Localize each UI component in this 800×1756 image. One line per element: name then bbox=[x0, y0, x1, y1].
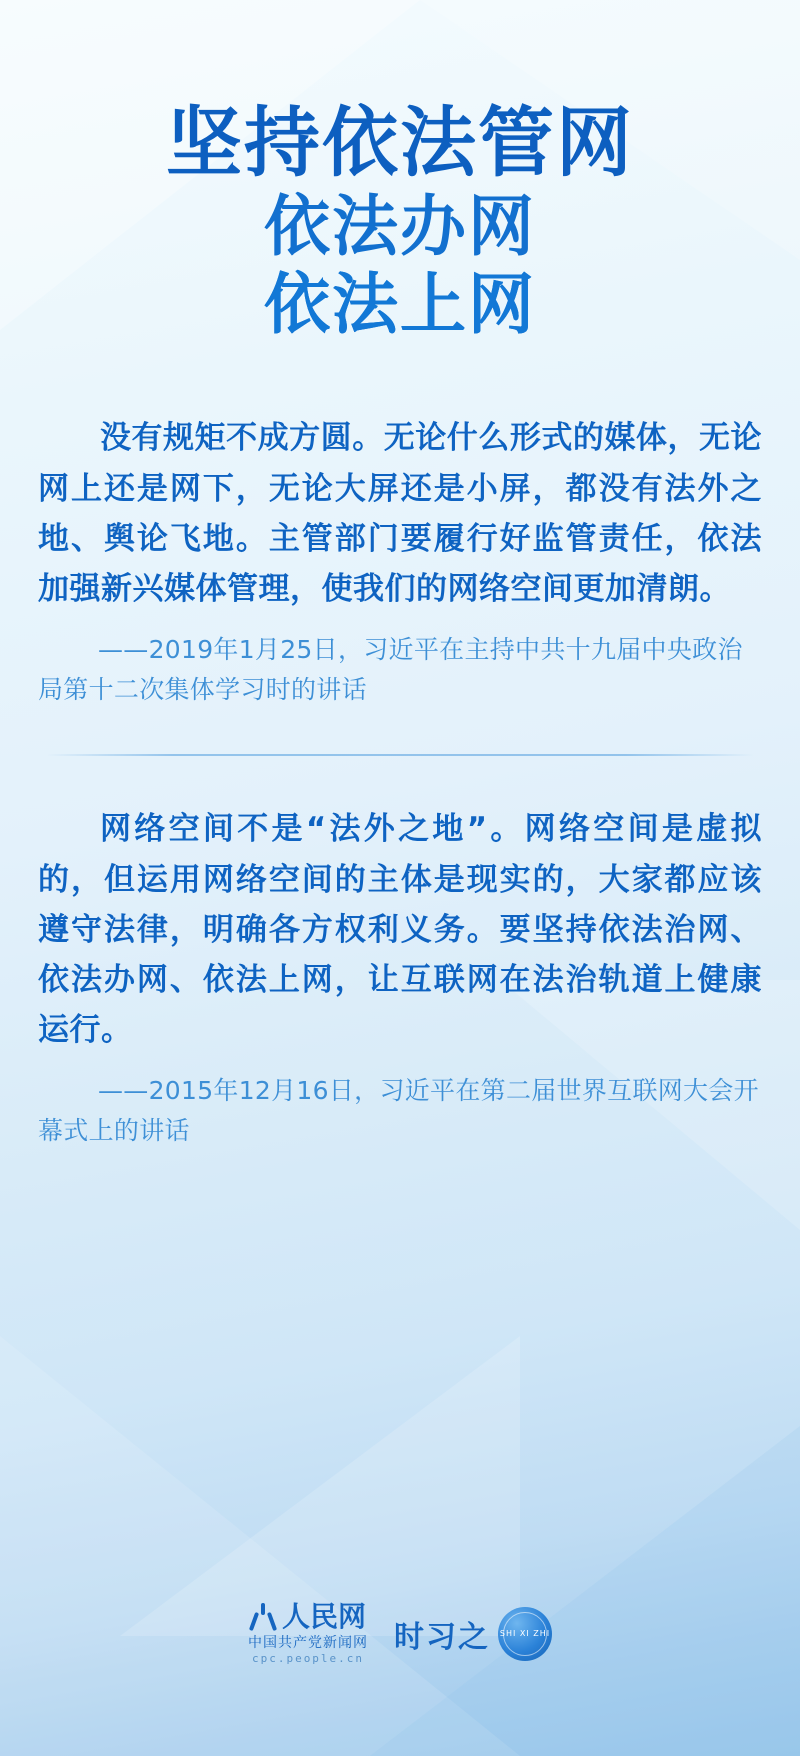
title-line-3: 依法上网 bbox=[38, 266, 762, 344]
quote-body-1: 没有规矩不成方圆。无论什么形式的媒体，无论网上还是网下，无论大屏还是小屏，都没有法外之地、舆论飞地。主管部门要履行好监管责任，依法加强新兴媒体管理，使我们的网络空间更加清朗。 bbox=[38, 420, 762, 608]
people-cn-wordmark bbox=[250, 1600, 366, 1633]
shixizhi-name: 时习之 bbox=[394, 1619, 490, 1655]
title-line-1: 坚持依法管网 bbox=[166, 98, 634, 187]
quote-body-2: 网络空间不是“法外之地”。网络空间是虚拟的，但运用网络空间的主体是现实的，大家都应该遵守法律，明确各方权利义务。要坚持依法治网、依法办网、依法上网，让互联网在法治轨道上健康运行。 bbox=[38, 811, 762, 1049]
quote-attribution-1: ——2019年1月25日，习近平在主持中共十九届中央政治局第十二次集体学习时的讲话 bbox=[38, 635, 743, 705]
quote-block-1 bbox=[38, 413, 762, 710]
footer-logos bbox=[0, 1600, 800, 1665]
people-cn-subtitle: 中国共产党新闻网 bbox=[248, 1635, 368, 1651]
people-icon bbox=[250, 1603, 276, 1631]
decorative-facet-bottom-right bbox=[370, 1426, 800, 1756]
shixizhi-badge-icon bbox=[498, 1607, 552, 1661]
page-title bbox=[38, 0, 762, 343]
people-cn-name: 人民网 bbox=[281, 1600, 366, 1633]
quote-block-2 bbox=[38, 804, 762, 1151]
shixizhi-badge-text: SHI XI ZHI bbox=[499, 1629, 551, 1638]
people-cn-logo bbox=[248, 1600, 368, 1665]
people-cn-url: cpc.people.cn bbox=[251, 1652, 365, 1665]
quote-attribution-2: ——2015年12月16日，习近平在第二届世界互联网大会开幕式上的讲话 bbox=[38, 1076, 759, 1146]
section-divider bbox=[46, 754, 754, 756]
title-line-2: 依法办网 bbox=[264, 186, 536, 265]
shixizhi-logo bbox=[394, 1607, 552, 1661]
